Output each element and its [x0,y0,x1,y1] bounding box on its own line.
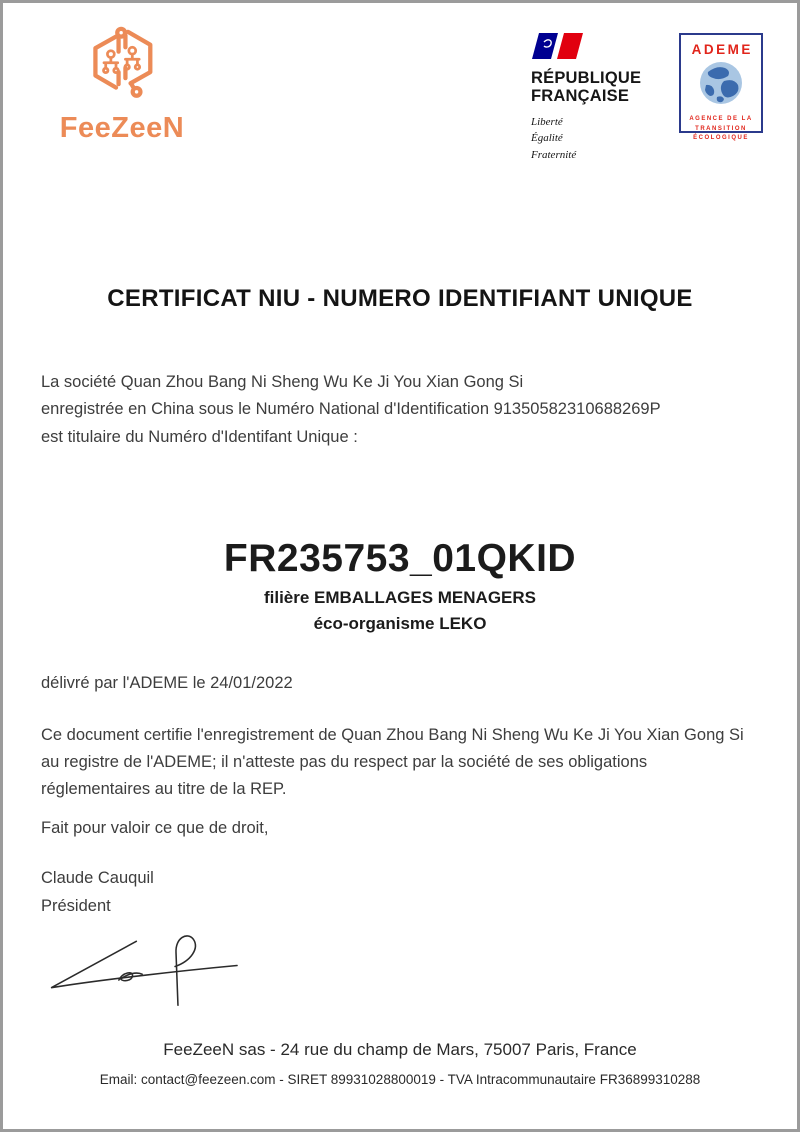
government-logos [531,25,763,163]
intro-paragraph [41,369,759,450]
certification-paragraph: Ce document certifie l'enregistrement de Quan Zhou Bang Ni Sheng Wu Ke Ji You Xian Gong Si au registre de l'ADEME; il n'atteste pas du respect par la société de ses obligations réglementaires au titre de la REP. [41,725,744,798]
feezeen-wordmark: FeeZeeN [59,112,185,144]
intro-line3: est titulaire du Numéro d'Identifant Unique : [41,427,358,446]
rf-motto-liberte: Liberté [531,115,563,128]
issued-line: délivré par l'ADEME le 24/01/2022 [41,673,293,692]
certificate-title: CERTIFICAT NIU - NUMERO IDENTIFIANT UNIQUE [107,285,693,313]
signature-image [37,920,759,1017]
certificate-body [3,369,797,1016]
footer [3,1040,797,1087]
niu-filiere: filière EMBALLAGES MENAGERS [263,587,537,607]
feezeen-logo [47,25,197,145]
rf-title-line1: RÉPUBLIQUE [531,69,642,87]
ademe-logo [679,33,763,142]
ademe-subtitle-line3: ÉCOLOGIQUE [693,135,749,142]
intro-line2: enregistrée en China sous le Numéro National d'Identification 91350582310688269P [41,400,661,419]
republique-francaise-logo [531,33,651,163]
rf-motto-fraternite: Fraternité [531,148,577,161]
ademe-subtitle-line1: AGENCE DE LA [689,116,753,122]
signatory-name: Claude Cauquil [41,868,154,887]
niu-block [41,537,759,634]
ademe-wordmark: ADEME [691,42,753,57]
niu-number: FR235753_01QKID [223,536,577,580]
footer-legal: Email: contact@feezeen.com - SIRET 89931028800019 - TVA Intracommunautaire FR36899310288 [99,1072,701,1087]
signatory-title: Président [41,896,111,915]
french-flag-icon [531,33,651,64]
niu-eco-organisme: éco-organisme LEKO [313,613,487,633]
closing-line: Fait pour valoir ce que de droit, [41,818,269,837]
intro-line1: La société Quan Zhou Bang Ni Sheng Wu Ke Ji You Xian Gong Si [41,373,524,392]
header [3,3,797,163]
ademe-subtitle-line2: TRANSITION [695,125,747,132]
rf-title-line2: FRANÇAISE [531,87,630,106]
globe-icon [697,59,745,112]
signatory-block [41,864,759,920]
feezeen-hexagon-icon [79,25,165,114]
footer-address: FeeZeeN sas - 24 rue du champ de Mars, 75007 Paris, France [163,1040,637,1059]
rf-motto-egalite: Égalité [531,132,563,145]
